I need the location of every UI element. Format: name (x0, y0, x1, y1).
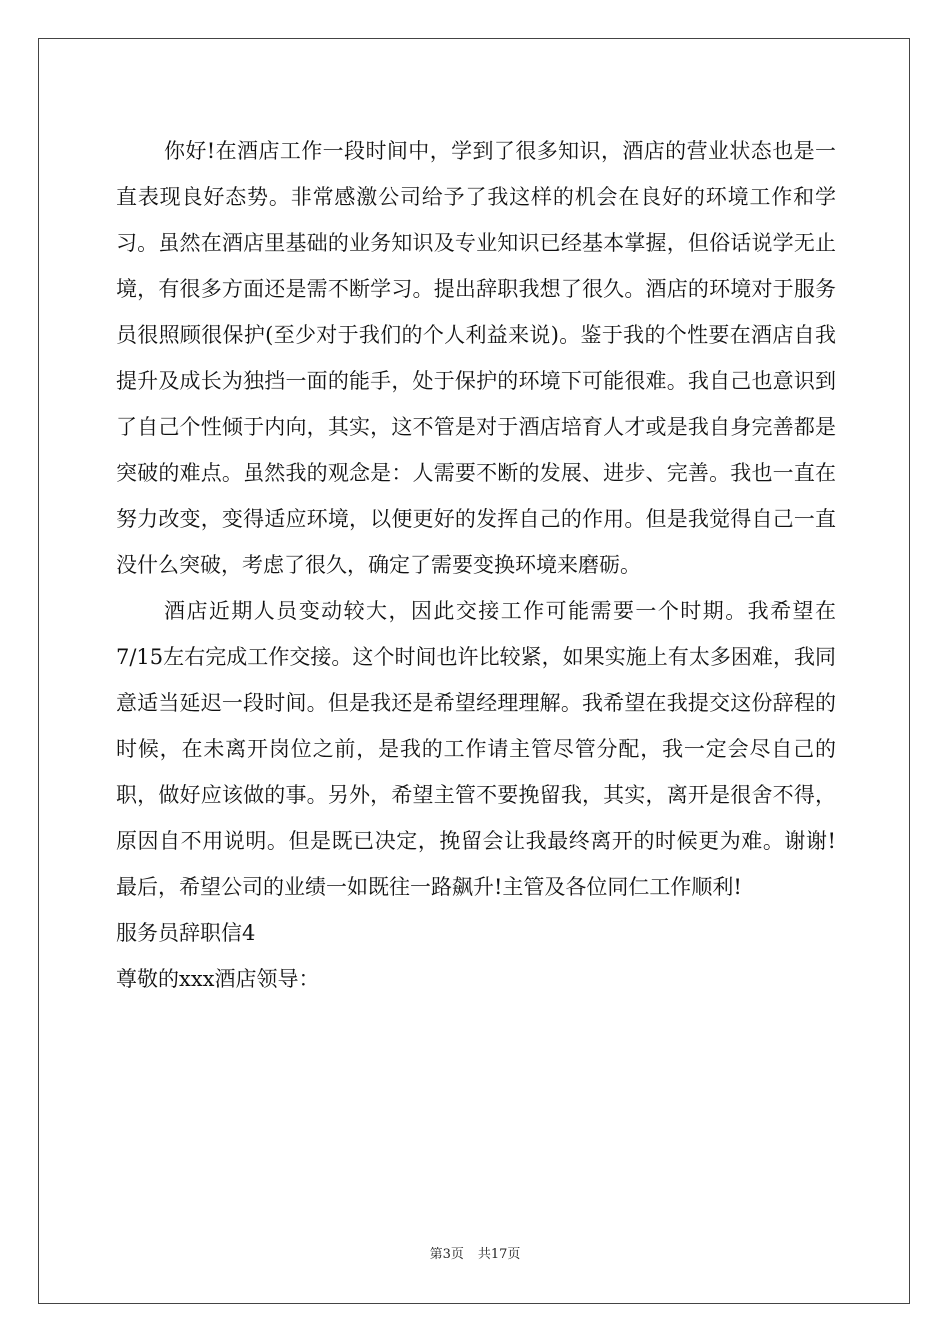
salutation: 尊敬的xxx酒店领导： (116, 967, 320, 991)
document-body (116, 128, 836, 1002)
page-number: 第3页 (429, 1247, 464, 1262)
paragraph-1: 你好!在酒店工作一段时间中，学到了很多知识，酒店的营业状态也是一直表现良好态势。非常感激公司给予了我这样的机会在良好的环境工作和学习。虽然在酒店里基础的业务知识及专业知识已经基本掌握，但俗话说学无止境，有很多方面还是需不断学习。提出辞职我想了很久。酒店的环境对于服务员很照顾很保护(至少对于我们的个人利益来说)。鉴于我的个性要在酒店自我提升及成长为独挡一面的能手，处于保护的环境下可能很难。我自己也意识到了自己个性倾于内向，其实，这不管是对于酒店培育人才或是我自身完善都是突破的难点。虽然我的观念是：人需要不断的发展、进步、完善。我也一直在努力改变，变得适应环境，以便更好的发挥自己的作用。但是我觉得自己一直没什么突破，考虑了很久，确定了需要变换环境来磨砺。 (116, 139, 836, 577)
page-total: 共17页 (477, 1247, 521, 1262)
page-footer (0, 1243, 950, 1262)
paragraph-2: 酒店近期人员变动较大，因此交接工作可能需要一个时期。我希望在7/15左右完成工作交接。这个时间也许比较紧，如果实施上有太多困难，我同意适当延迟一段时间。但是我还是希望经理理解。我希望在我提交这份辞程的时候，在未离开岗位之前，是我的工作请主管尽管分配，我一定会尽自己的职，做好应该做的事。另外，希望主管不要挽留我，其实，离开是很舍不得，原因自不用说明。但是既已决定，挽留会让我最终离开的时候更为难。谢谢!最后，希望公司的业绩一如既往一路飙升!主管及各位同仁工作顺利! (116, 599, 836, 899)
section-heading: 服务员辞职信4 (116, 921, 256, 945)
